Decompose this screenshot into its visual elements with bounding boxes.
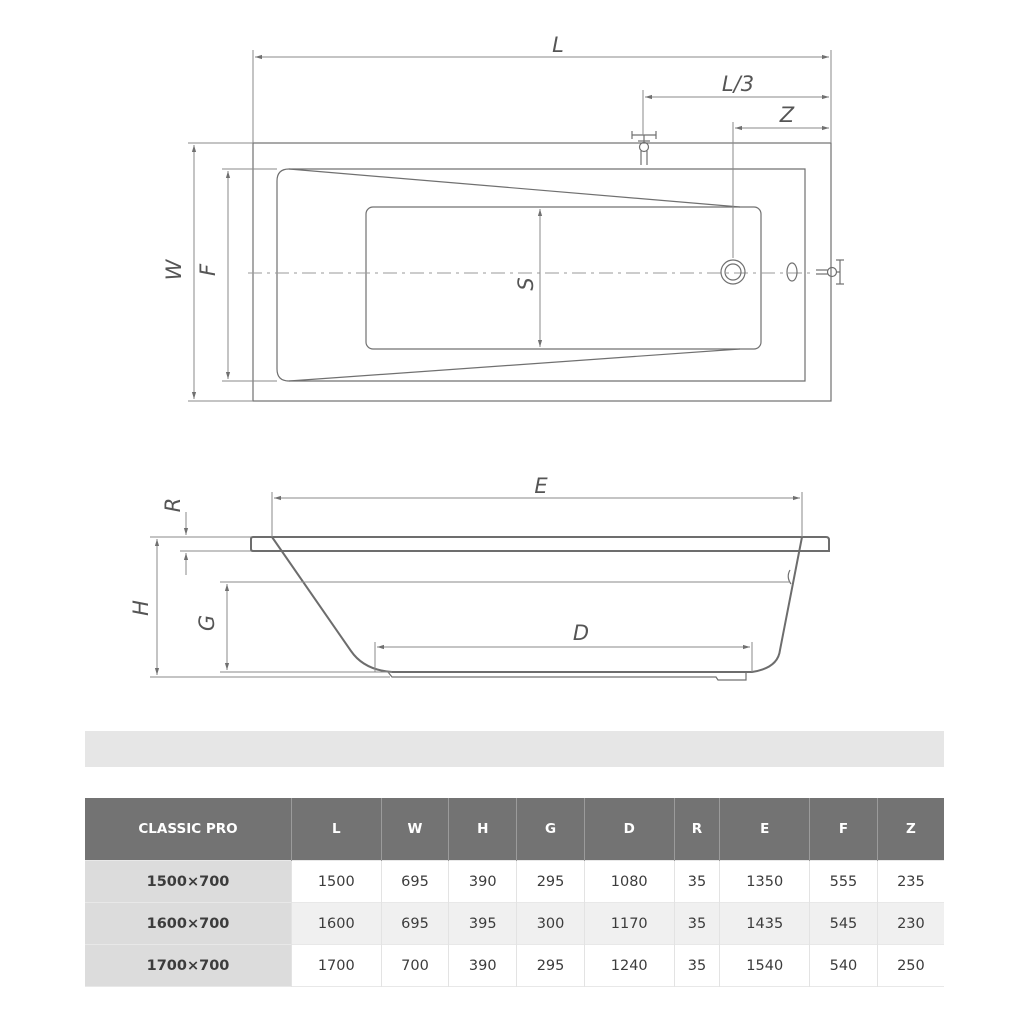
tub-rim-profile (251, 537, 829, 551)
table-cell: 300 (517, 903, 585, 945)
table-cell: 1540 (720, 945, 810, 987)
top-view (162, 33, 844, 401)
header-F: F (810, 798, 878, 861)
header-L: L (292, 798, 382, 861)
faucet-icon (632, 131, 656, 165)
header-E: E (720, 798, 810, 861)
overflow-icon (787, 263, 797, 281)
dim-label-R: R (161, 497, 185, 513)
header-H: H (449, 798, 517, 861)
table-cell: 1240 (584, 945, 674, 987)
table-cell: 555 (810, 861, 878, 903)
table-cell: 695 (381, 903, 449, 945)
cell-model: 1700×700 (85, 945, 292, 987)
table-cell: 235 (897, 873, 925, 890)
header-R: R (674, 798, 720, 861)
table-row (85, 903, 944, 945)
dim-label-D: D (572, 621, 590, 645)
tub-body-profile (272, 537, 802, 672)
table-cell: 1350 (720, 861, 810, 903)
table-cell: 295 (517, 945, 585, 987)
dim-label-L3: L/3 (721, 72, 755, 96)
table-cell: 1600 (292, 903, 382, 945)
tub-bottom (366, 207, 761, 349)
table-cell: 1700 (292, 945, 382, 987)
side-faucet-icon (816, 260, 844, 284)
table-cell: 700 (381, 945, 449, 987)
header-model: CLASSIC PRO (85, 798, 292, 861)
table-cell: 35 (674, 945, 720, 987)
table-cell: 390 (449, 945, 517, 987)
table-cell: 35 (674, 903, 720, 945)
header-G: G (517, 798, 585, 861)
dim-label-Z: Z (779, 103, 795, 127)
dim-label-L: L (552, 33, 564, 57)
table-cell: 1080 (584, 861, 674, 903)
table-cell: 545 (810, 903, 878, 945)
cell-model: 1600×700 (85, 903, 292, 945)
tub-outer-rim (253, 143, 831, 401)
dim-label-S: S (514, 277, 538, 291)
table-cell: 395 (449, 903, 517, 945)
drain-icon (721, 260, 745, 284)
dim-label-G: G (195, 614, 219, 632)
dim-label-E: E (534, 474, 548, 498)
dim-label-F: F (196, 263, 220, 277)
table-cell: 390 (449, 861, 517, 903)
header-D: D (584, 798, 674, 861)
header-W: W (381, 798, 449, 861)
table-cell: 1500 (292, 861, 382, 903)
table-cell: 230 (877, 903, 944, 945)
header-Z: Z (877, 798, 944, 861)
table-cell: 540 (810, 945, 878, 987)
table-cell: 250 (897, 957, 925, 974)
table-cell: 1435 (720, 903, 810, 945)
table-cell: 695 (381, 861, 449, 903)
cell-model: 1500×700 (85, 861, 292, 903)
dimensions-table (85, 798, 944, 987)
table-row (85, 861, 944, 903)
dim-label-W: W (162, 259, 186, 281)
side-view (129, 474, 829, 680)
divider-bar (85, 731, 944, 767)
table-cell: 35 (674, 861, 720, 903)
dim-label-H: H (129, 600, 153, 616)
table-header-row (85, 798, 944, 861)
table-cell: 295 (517, 861, 585, 903)
table-row (85, 945, 944, 987)
table-cell: 1170 (584, 903, 674, 945)
